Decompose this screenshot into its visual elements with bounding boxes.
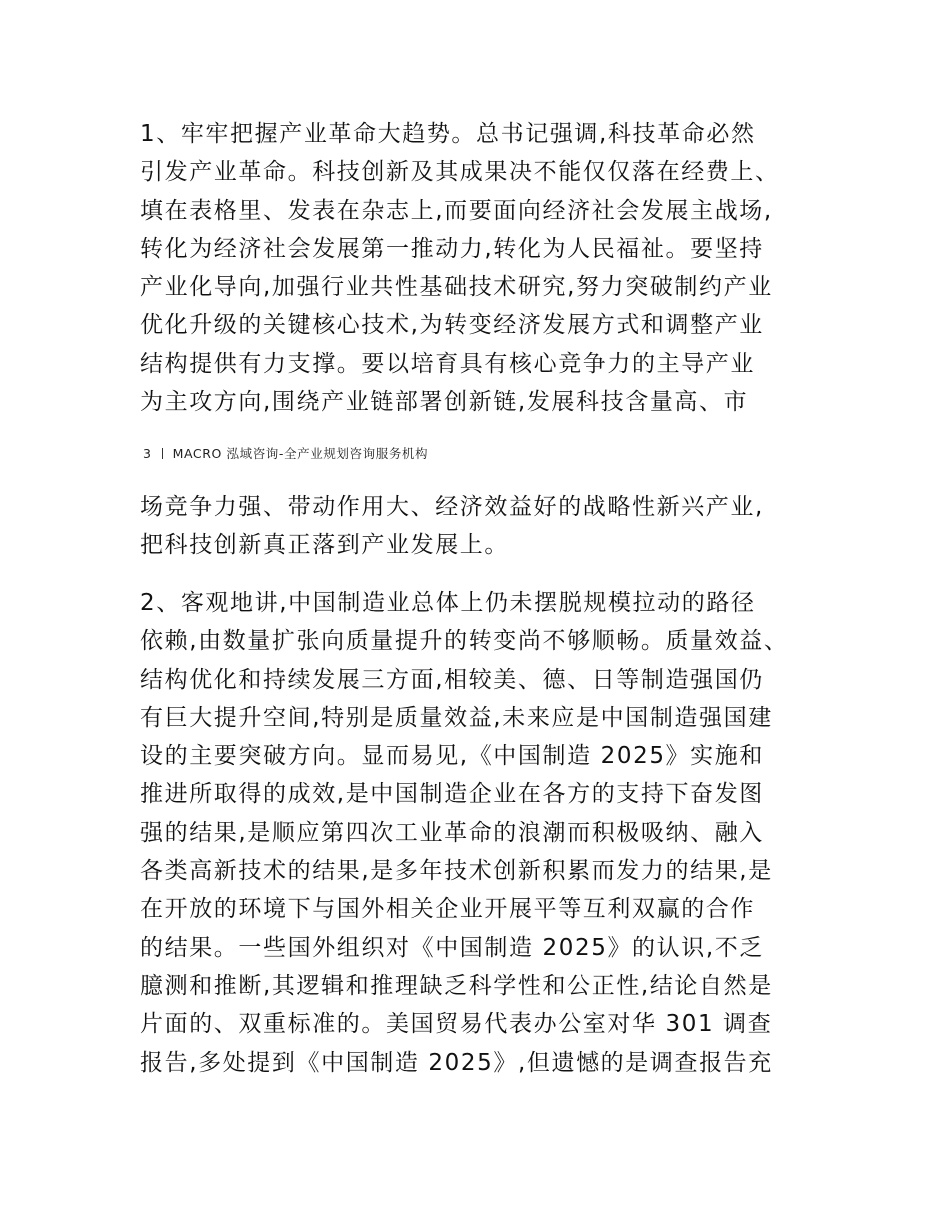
paragraph-line: 臆测和推断,其逻辑和推理缺乏科学性和公正性,结论自然是 (140, 972, 773, 999)
paragraph-line: 2、客观地讲,中国制造业总体上仍未摆脱规模拉动的路径 (140, 590, 756, 616)
paragraph-line: 优化升级的关键核心技术,为转变经济发展方式和调整产业 (140, 312, 764, 339)
paragraph-line: 为主攻方向,围绕产业链部署创新链,发展科技含量高、市 (140, 389, 749, 416)
paragraph-line: 场竞争力强、带动作用大、经济效益好的战略性新兴产业, (140, 494, 764, 520)
paragraph-line: 的结果。一些国外组织对《中国制造 2025》的认识,不乏 (140, 934, 764, 961)
paragraph-line: 结构提供有力支撑。要以培育具有核心竞争力的主导产业 (140, 350, 755, 377)
paragraph-line: 有巨大提升空间,特别是质量效益,未来应是中国制造强国建 (140, 704, 773, 731)
paragraph-line: 各类高新技术的结果,是多年技术创新积累而发力的结果,是 (140, 858, 773, 885)
paragraph-line: 产业化导向,加强行业共性基础技术研究,努力突破制约产业 (140, 274, 773, 301)
paragraph-line: 设的主要突破方向。显而易见,《中国制造 2025》实施和 (140, 743, 764, 770)
paragraph-line: 结构优化和持续发展三方面,相较美、德、日等制造强国仍 (140, 666, 764, 693)
paragraph-line: 报告,多处提到《中国制造 2025》,但遗憾的是调查报告充 (140, 1049, 773, 1076)
paragraph-line: 1、牢牢把握产业革命大趋势。总书记强调,科技革命必然 (140, 121, 756, 147)
paragraph-line: 依赖,由数量扩张向质量提升的转变尚不够顺畅。质量效益、 (140, 628, 789, 655)
paragraph-line: 把科技创新真正落到产业发展上。 (140, 532, 509, 559)
page-footer (143, 444, 428, 464)
paragraph-line: 片面的、双重标准的。美国贸易代表办公室对华 301 调查 (140, 1011, 773, 1038)
paragraph-line: 强的结果,是顺应第四次工业革命的浪潮而积极吸纳、融入 (140, 819, 764, 846)
paragraph-line: 推进所取得的成效,是中国制造企业在各方的支持下奋发图 (140, 781, 764, 808)
paragraph-line: 引发产业革命。科技创新及其成果决不能仅仅落在经费上、 (140, 159, 780, 186)
paragraph-2 (140, 584, 815, 1082)
paragraph-1 (140, 115, 815, 421)
paragraph-line: 转化为经济社会发展第一推动力,转化为人民福祉。要坚持 (140, 235, 764, 262)
paragraph-1-continued (140, 488, 815, 565)
paragraph-line: 填在表格里、发表在杂志上,而要面向经济社会发展主战场, (140, 197, 773, 224)
footer-separator (162, 448, 163, 459)
footer-text: MACRO 泓域咨询-全产业规划咨询服务机构 (172, 446, 429, 461)
paragraph-line: 在开放的环境下与国外相关企业开展平等互利双赢的合作 (140, 896, 755, 923)
page-number: 3 (143, 446, 152, 461)
